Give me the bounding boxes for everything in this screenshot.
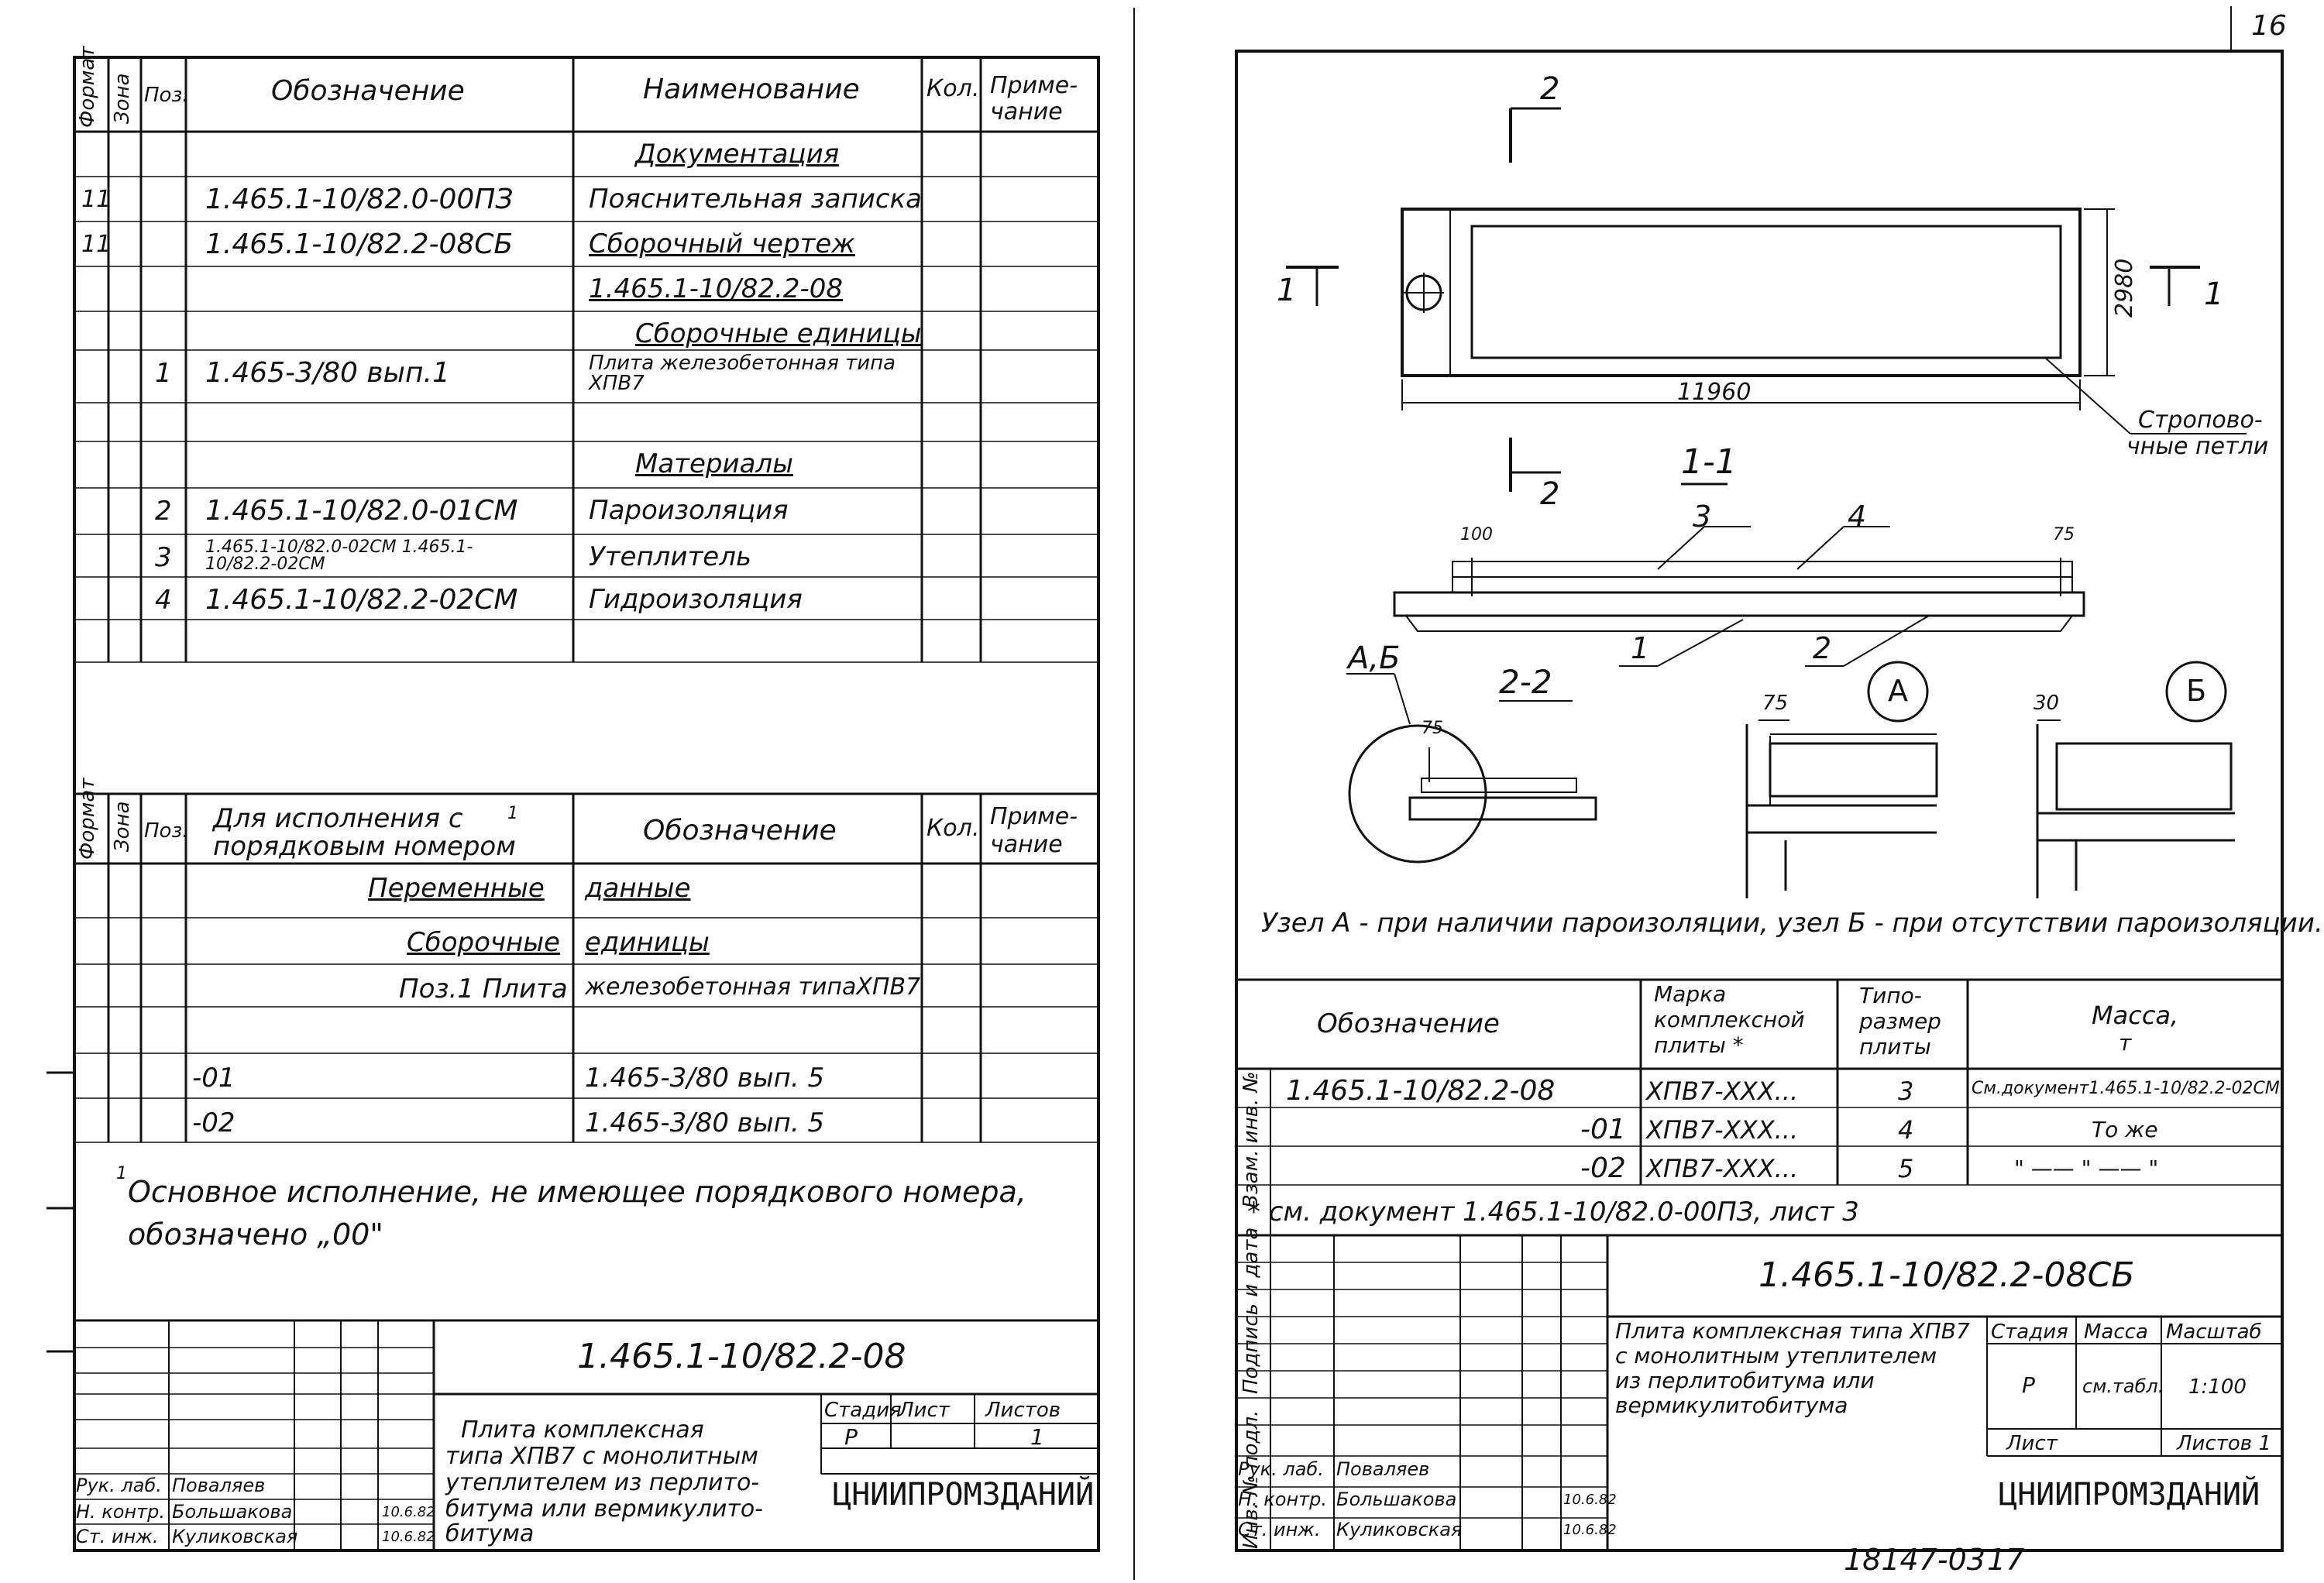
spec-designation-cell: 1.465.1-10/82.0-02СМ 1.465.1-10/82.2-02СМ bbox=[205, 537, 473, 574]
mass-value-cell: " —— " —— " bbox=[2014, 1155, 2159, 1181]
section-mark-1-right: 1 bbox=[2204, 276, 2224, 312]
mass-col-mark-2: комплексной bbox=[1654, 1007, 1805, 1032]
spec-format-cell: 11 bbox=[81, 231, 112, 258]
spec-name-cell: Плита железобетонная типа ХПВ7 bbox=[589, 352, 896, 395]
spec-name-cell: Гидроизоляция bbox=[589, 584, 803, 615]
right-mass-value: см.табл. bbox=[2082, 1375, 2164, 1397]
spec-section-heading: Материалы bbox=[635, 448, 793, 479]
dim-75-node: 75 bbox=[1422, 719, 1443, 738]
right-doc-code: 1.465.1-10/82.2-08СБ bbox=[1758, 1255, 2135, 1295]
var-col-qty-label: Кол. bbox=[927, 815, 980, 842]
callout-2: 2 bbox=[1813, 631, 1832, 665]
right-title-line-1: Плита комплексная типа ХПВ7 bbox=[1615, 1318, 1970, 1344]
dim-length: 11960 bbox=[1677, 379, 1752, 406]
variant-left-cell: Переменные bbox=[368, 873, 545, 904]
section-mark-1-left: 1 bbox=[1277, 273, 1297, 308]
dim-75-section: 75 bbox=[2053, 525, 2075, 544]
mass-type-cell: 3 bbox=[1898, 1077, 1914, 1106]
variant-designation-cell: единицы bbox=[585, 927, 710, 958]
section-title-1-1: 1-1 bbox=[1681, 442, 1737, 482]
var-col-designation-label: Обозначение bbox=[643, 815, 837, 846]
star-note: * см. документ 1.465.1-10/82.0-00ПЗ, лист 3 bbox=[1247, 1197, 1859, 1228]
mass-type-cell: 4 bbox=[1898, 1115, 1914, 1145]
callout-4: 4 bbox=[1848, 500, 1867, 534]
mass-designation-cell: -02 bbox=[1580, 1152, 1626, 1184]
mass-col-mark-1: Марка bbox=[1654, 981, 1727, 1007]
signature-role: Н. контр. bbox=[76, 1501, 166, 1523]
dim-75-node-a: 75 bbox=[1762, 692, 1789, 715]
var-col-note-label-1: Приме- bbox=[990, 803, 1078, 830]
left-title-line-2: типа ХПВ7 с монолитным bbox=[445, 1443, 758, 1470]
right-title-line-3: из перлитобитума или bbox=[1615, 1368, 1875, 1393]
right-title-line-2: с монолитным утеплителем bbox=[1615, 1343, 1937, 1368]
footnote-line-2: обозначено „00" bbox=[128, 1217, 383, 1252]
col-note-label-1: Приме- bbox=[990, 72, 1078, 99]
spec-name-cell: Пароизоляция bbox=[589, 495, 789, 526]
spec-designation-cell: 1.465.1-10/82.0-01СМ bbox=[205, 495, 518, 527]
variant-designation-cell: железобетонная типаХПВ7 bbox=[585, 973, 921, 1001]
spec-name-cell: 1.465.1-10/82.2-08 bbox=[589, 273, 843, 304]
node-a-label: А bbox=[1888, 674, 1908, 708]
side-stamp-signature: Подпись и дата bbox=[1239, 1227, 1263, 1394]
callout-3: 3 bbox=[1693, 500, 1712, 534]
left-title-line-1: Плита комплексная bbox=[461, 1416, 704, 1444]
signature-date: 10.6.82 bbox=[382, 1504, 435, 1520]
spec-name-cell: Утеплитель bbox=[589, 541, 751, 572]
var-col-variant-label-2: порядковым номером bbox=[213, 831, 516, 862]
mass-col-type-2: размер bbox=[1859, 1008, 1941, 1034]
side-stamp-inv: Инв. № подл. bbox=[1239, 1410, 1263, 1549]
spec-name-cell: Пояснительная записка bbox=[589, 184, 922, 215]
mass-type-cell: 5 bbox=[1898, 1154, 1914, 1183]
footnote-line-1: Основное исполнение, не имеющее порядкового номера, bbox=[128, 1175, 1026, 1209]
signature-role: Н. контр. bbox=[1238, 1489, 1328, 1510]
variant-left-cell: -01 bbox=[192, 1063, 235, 1094]
spec-pos-cell: 2 bbox=[155, 496, 172, 527]
right-stage-value: Р bbox=[2022, 1372, 2035, 1398]
side-stamp-replace: Взам. инв. № bbox=[1239, 1071, 1263, 1208]
node-ab-label: А,Б bbox=[1348, 640, 1401, 676]
left-title-line-5: битума bbox=[445, 1520, 535, 1547]
spec-name-cell: Сборочный чертеж bbox=[589, 228, 855, 259]
spec-designation-cell: 1.465.1-10/82.2-02СМ bbox=[205, 584, 518, 616]
dim-width: 2980 bbox=[2111, 258, 2138, 318]
col-qty-label: Кол. bbox=[927, 75, 980, 102]
footnote-mark: 1 bbox=[116, 1164, 127, 1183]
sheet-number: 16 bbox=[2251, 10, 2287, 42]
spec-section-heading: Документация bbox=[635, 139, 840, 170]
mass-col-mass-1: Масса, bbox=[2092, 1001, 2179, 1030]
variant-designation-cell: данные bbox=[585, 873, 691, 904]
left-doc-code: 1.465.1-10/82.2-08 bbox=[577, 1337, 906, 1376]
section-title-2-2: 2-2 bbox=[1499, 663, 1552, 701]
spec-pos-cell: 1 bbox=[155, 358, 172, 389]
signature-date: 10.6.82 bbox=[1563, 1492, 1617, 1508]
spec-pos-cell: 3 bbox=[155, 542, 172, 573]
right-title-line-4: вермикулитобитума bbox=[1615, 1392, 1848, 1418]
left-org-name: ЦНИИПРОМЗДАНИЙ bbox=[833, 1477, 1095, 1513]
right-org-name: ЦНИИПРОМЗДАНИЙ bbox=[1999, 1477, 2260, 1513]
dim-30-node-b: 30 bbox=[2033, 692, 2060, 715]
signature-role: Рук. лаб. bbox=[76, 1475, 162, 1496]
col-designation-label: Обозначение bbox=[271, 75, 465, 107]
signature-name: Куликовская bbox=[1336, 1519, 1463, 1540]
col-zone-label: Зона bbox=[111, 73, 134, 124]
variant-left-cell: Поз.1 Плита bbox=[399, 973, 568, 1004]
mass-value-cell: См.документ1.465.1-10/82.2-02СМ bbox=[1972, 1079, 2280, 1098]
right-stage-label: Стадия bbox=[1991, 1320, 2068, 1344]
right-mass-label: Масса bbox=[2084, 1320, 2148, 1344]
variant-left-cell: Сборочные bbox=[407, 927, 560, 958]
mass-designation-cell: -01 bbox=[1580, 1114, 1626, 1145]
right-sheet-label: Лист bbox=[2006, 1432, 2058, 1455]
col-name-label: Наименование bbox=[643, 74, 860, 105]
var-col-zone-label: Зона bbox=[111, 801, 134, 852]
archive-number: 18147-03 bbox=[1844, 1543, 1985, 1577]
archive-page: 17 bbox=[1987, 1543, 2025, 1577]
spec-designation-cell: 1.465.1-10/82.2-08СБ bbox=[205, 228, 514, 260]
spec-designation-cell: 1.465.1-10/82.0-00ПЗ bbox=[205, 184, 514, 215]
node-b-label: Б bbox=[2186, 674, 2207, 708]
right-scale-value: 1:100 bbox=[2188, 1375, 2247, 1399]
left-stage-value: Р bbox=[844, 1424, 858, 1450]
signature-name: Большакова bbox=[172, 1501, 293, 1523]
spec-pos-cell: 4 bbox=[155, 585, 172, 616]
mass-mark-cell: ХПВ7-ХХХ... bbox=[1646, 1154, 1799, 1183]
left-sheets-label: Листов bbox=[985, 1399, 1061, 1422]
signature-name: Большакова bbox=[1336, 1489, 1457, 1510]
variant-designation-cell: 1.465-3/80 вып. 5 bbox=[585, 1063, 825, 1094]
var-col-format-label: Формат bbox=[76, 778, 99, 860]
signature-date: 10.6.82 bbox=[1563, 1522, 1617, 1538]
spec-designation-cell: 1.465-3/80 вып.1 bbox=[205, 357, 450, 389]
var-col-variant-label-1: Для исполнения с bbox=[213, 803, 463, 834]
signature-name: Поваляев bbox=[172, 1475, 266, 1496]
node-note: Узел А - при наличии пароизоляции, узел Б - при отсутствии пароизоляции. bbox=[1261, 908, 2323, 939]
var-col-pos-label: Поз. bbox=[144, 819, 189, 843]
signature-role: Ст. инж. bbox=[76, 1526, 159, 1547]
mass-col-mark-3: плиты * bbox=[1654, 1032, 1744, 1058]
mass-designation-cell: 1.465.1-10/82.2-08 bbox=[1286, 1075, 1556, 1107]
col-pos-label: Поз. bbox=[144, 84, 189, 107]
mass-mark-cell: ХПВ7-ХХХ... bbox=[1646, 1115, 1799, 1145]
mass-col-designation: Обозначение bbox=[1317, 1008, 1500, 1039]
right-scale-label: Масштаб bbox=[2166, 1320, 2262, 1344]
variant-designation-cell: 1.465-3/80 вып. 5 bbox=[585, 1107, 825, 1138]
col-note-label-2: чание bbox=[990, 98, 1063, 125]
spec-format-cell: 11 bbox=[81, 186, 112, 213]
left-sheet-label: Лист bbox=[899, 1399, 950, 1422]
section-mark-2-bottom: 2 bbox=[1540, 476, 1560, 512]
mass-mark-cell: ХПВ7-ХХХ... bbox=[1646, 1077, 1799, 1106]
left-sheets-value: 1 bbox=[1030, 1424, 1044, 1450]
mass-col-type-3: плиты bbox=[1859, 1034, 1931, 1059]
lifting-loops-label-2: чные петли bbox=[2126, 433, 2269, 460]
variant-left-cell: -02 bbox=[192, 1107, 235, 1138]
left-stage-label: Стадия bbox=[824, 1399, 902, 1422]
var-footnote-mark: 1 bbox=[507, 804, 518, 823]
signature-role: Ст. инж. bbox=[1238, 1519, 1321, 1540]
var-col-note-label-2: чание bbox=[990, 831, 1063, 858]
left-title-line-3: утеплителем из перлито- bbox=[445, 1469, 760, 1496]
mass-col-mass-2: т bbox=[2119, 1030, 2132, 1056]
section-mark-2-top: 2 bbox=[1540, 71, 1560, 107]
dim-100: 100 bbox=[1460, 525, 1493, 544]
right-sheets-label: Листов 1 bbox=[2177, 1432, 2271, 1455]
signature-role: Рук. лаб. bbox=[1238, 1458, 1324, 1480]
signature-name: Куликовская bbox=[172, 1526, 298, 1547]
col-format-label: Формат bbox=[76, 46, 99, 128]
signature-name: Поваляев bbox=[1336, 1458, 1430, 1480]
left-title-line-4: битума или вермикулито- bbox=[445, 1495, 763, 1523]
mass-value-cell: То же bbox=[2092, 1117, 2158, 1142]
mass-col-type-1: Типо- bbox=[1859, 983, 1922, 1008]
lifting-loops-label-1: Стропово- bbox=[2138, 407, 2263, 434]
spec-section-heading: Сборочные единицы bbox=[635, 318, 922, 349]
callout-1: 1 bbox=[1631, 631, 1650, 665]
signature-date: 10.6.82 bbox=[382, 1529, 435, 1545]
